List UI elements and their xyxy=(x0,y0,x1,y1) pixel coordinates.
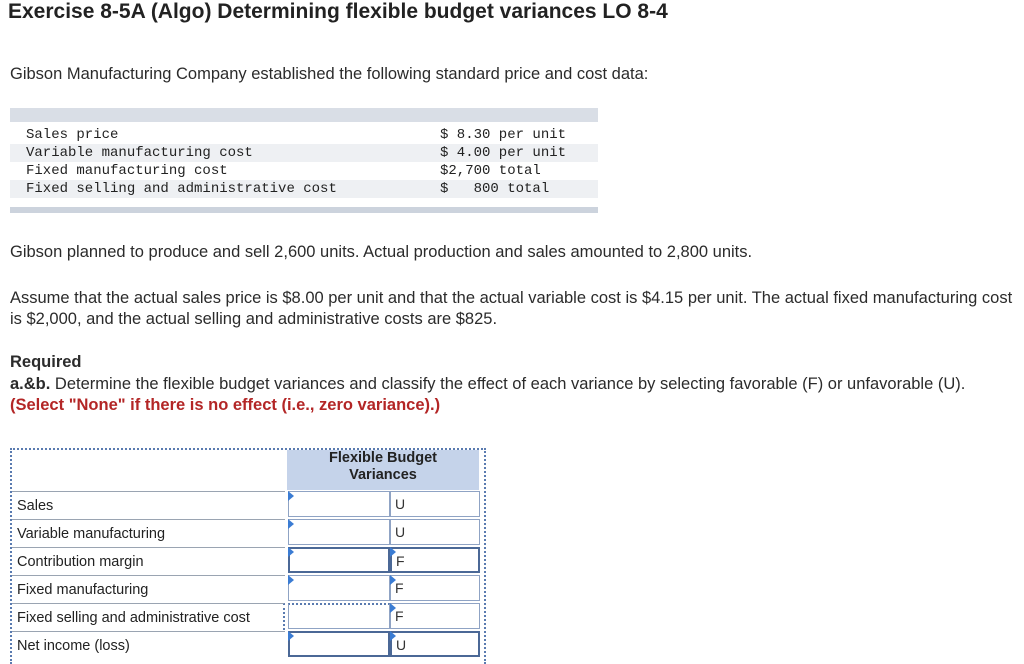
select-marker-icon xyxy=(390,547,396,557)
standard-label: Fixed manufacturing cost xyxy=(26,163,228,179)
table-row xyxy=(12,603,480,631)
standard-value: $ 4.00 per unit xyxy=(440,145,567,161)
standard-row xyxy=(10,180,598,198)
table-row xyxy=(12,547,480,575)
input-marker-icon xyxy=(288,491,294,501)
amount-input[interactable] xyxy=(288,603,390,629)
effect-select[interactable]: U xyxy=(390,491,480,517)
effect-select[interactable]: U xyxy=(390,631,480,657)
table-row xyxy=(12,631,480,659)
required-instructions: Determine the flexible budget variances and classify the effect of each variance by selecting favorable (F) or unfavorable (U). xyxy=(50,375,966,393)
input-marker-icon xyxy=(288,519,294,529)
input-marker-icon xyxy=(288,575,294,585)
header-line1: Flexible Budget xyxy=(329,450,437,466)
standard-label: Sales price xyxy=(26,127,119,143)
standard-table-bottom-bar xyxy=(10,207,598,213)
row-label: Contribution margin xyxy=(12,547,285,574)
assume-text: Assume that the actual sales price is $8.00 per unit and that the actual variable cost is $4.15 per unit. The actual fixed manufacturing cost is $2,000, and the actual selling and administrative costs are $825. xyxy=(10,289,1013,328)
select-marker-icon xyxy=(390,575,396,585)
header-line2: Variances xyxy=(349,467,417,483)
input-marker-icon xyxy=(288,631,294,641)
row-label: Net income (loss) xyxy=(12,631,285,658)
intro-text: Gibson Manufacturing Company established the following standard price and cost data: xyxy=(10,65,649,83)
amount-input[interactable] xyxy=(288,575,390,601)
select-marker-icon xyxy=(390,603,396,613)
page-title: Exercise 8-5A (Algo) Determining flexible budget variances LO 8-4 xyxy=(8,0,668,23)
select-marker-icon xyxy=(390,631,396,641)
amount-input[interactable] xyxy=(288,519,390,545)
table-row xyxy=(12,491,480,519)
standard-value: $2,700 total xyxy=(440,163,541,179)
standard-table-top-bar xyxy=(10,108,598,122)
input-marker-icon xyxy=(288,547,294,557)
standard-label: Fixed selling and administrative cost xyxy=(26,181,337,197)
amount-input[interactable] xyxy=(288,491,390,517)
effect-select[interactable]: F xyxy=(390,547,480,573)
effect-select[interactable]: U xyxy=(390,519,480,545)
standard-row xyxy=(10,162,598,180)
required-part: a.&b. xyxy=(10,375,51,393)
row-label: Variable manufacturing xyxy=(12,519,285,546)
planned-text: Gibson planned to produce and sell 2,600 units. Actual production and sales amounted to 2,800 units. xyxy=(10,243,753,261)
table-row xyxy=(12,575,480,603)
table-row xyxy=(12,519,480,547)
standard-label: Variable manufacturing cost xyxy=(26,145,253,161)
row-label: Fixed selling and administrative cost xyxy=(12,603,285,630)
row-label: Fixed manufacturing xyxy=(12,575,285,602)
effect-select[interactable]: F xyxy=(390,603,480,629)
required-note: (Select "None" if there is no effect (i.e., zero variance).) xyxy=(10,396,441,414)
required-heading: Required xyxy=(10,353,82,371)
variance-column-header xyxy=(287,450,479,490)
effect-select[interactable]: F xyxy=(390,575,480,601)
standard-value: $ 8.30 per unit xyxy=(440,127,567,143)
standard-row xyxy=(10,126,598,144)
amount-input[interactable] xyxy=(288,631,390,657)
standard-value: $ 800 total xyxy=(440,181,550,197)
standard-row xyxy=(10,144,598,162)
amount-input[interactable] xyxy=(288,547,390,573)
row-label: Sales xyxy=(12,491,285,518)
variance-label-header xyxy=(12,450,287,490)
required-text xyxy=(10,374,1010,416)
